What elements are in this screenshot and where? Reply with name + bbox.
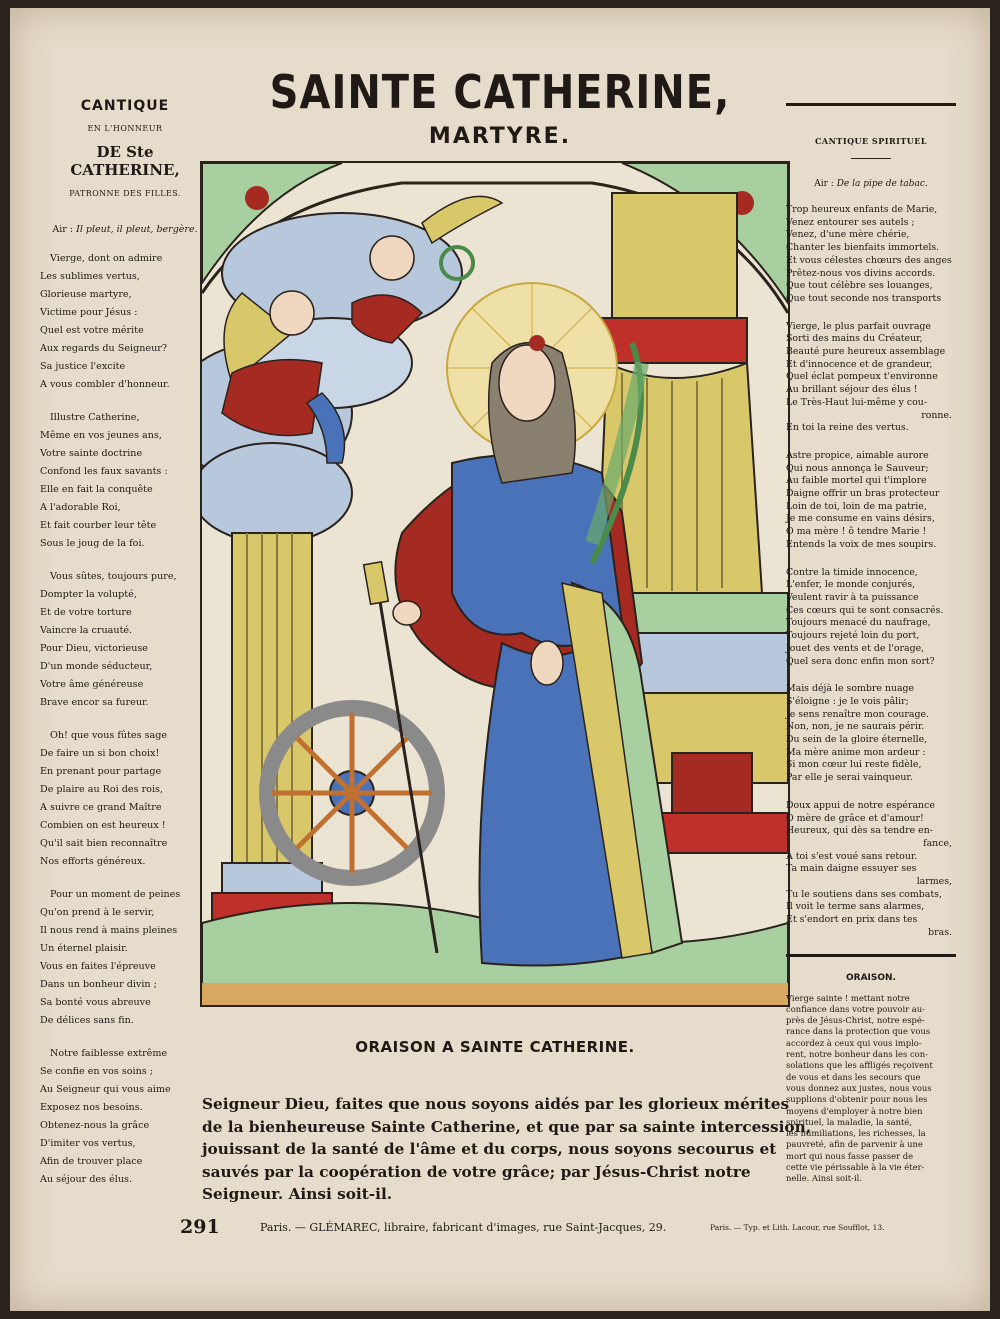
right-stanza xyxy=(786,800,956,940)
left-cantique xyxy=(40,98,210,1189)
verse-line: Le Très-Haut lui-même y cou- xyxy=(786,396,928,408)
verse-line: Votre âme généreuse xyxy=(40,679,144,690)
verse-line: moyens d'employer à notre bien xyxy=(786,1105,923,1116)
left-patronne: PATRONNE DES FILLES. xyxy=(69,189,181,198)
print-sheet xyxy=(10,8,990,1311)
verse-line: Même en vos jeunes ans, xyxy=(40,430,162,441)
verse-line: confiance dans votre pouvoir au- xyxy=(786,1003,926,1014)
verse-line: Ces cœurs qui te sont consacrés. xyxy=(786,604,944,616)
verse-line: Illustre Catherine, xyxy=(50,412,140,423)
verse-line: rent, notre bonheur dans les con- xyxy=(786,1049,928,1060)
prayer-text xyxy=(202,1093,812,1206)
saint-catherine-illustration xyxy=(202,163,788,1005)
publisher-line: Paris. — GLÉMAREC, libraire, fabricant d'images, rue Saint-Jacques, 29. xyxy=(260,1221,667,1234)
left-stanza xyxy=(40,568,210,712)
left-subtitle: EN L'HONNEUR xyxy=(87,124,163,133)
verse-line: Brave encor sa fureur. xyxy=(40,697,149,708)
left-stanza xyxy=(40,409,210,553)
verse-line: mort qui nous fasse passer de xyxy=(786,1150,914,1161)
verse-line: Par elle je serai vainqueur. xyxy=(786,772,913,784)
verse-line: Vierge sainte ! mettant notre xyxy=(786,992,910,1003)
verse-line: Quel éclat pompeux t'environne xyxy=(786,371,938,383)
verse-line: Oh! que vous fûtes sage xyxy=(50,730,168,741)
verse-line: Pour Dieu, victorieuse xyxy=(40,643,148,654)
verse-line: Prêtez-nous vos divins accords. xyxy=(786,267,936,279)
verse-line: O ma mère ! ô tendre Marie ! xyxy=(786,526,927,538)
verse-line: Entends la voix de mes soupirs. xyxy=(786,538,937,550)
right-air-label: Air : xyxy=(814,179,834,189)
right-title-rule xyxy=(851,158,891,159)
verse-line: Au brillant séjour des élus ! xyxy=(786,384,918,396)
illustration-frame xyxy=(200,161,790,1007)
verse-line: Seigneur Dieu, faites que nous soyons aidés par les glorieux mérites xyxy=(202,1095,790,1113)
verse-line: Venez entourer ses autels ; xyxy=(786,216,915,228)
verse-line: O mère de grâce et d'amour! xyxy=(786,812,924,824)
verse-line: De délices sans fin. xyxy=(40,1015,134,1026)
verse-line: De plaire au Roi des rois, xyxy=(40,784,163,795)
left-air-label: Air : xyxy=(52,224,74,235)
left-saint-name: DE Ste CATHERINE, xyxy=(70,143,180,179)
verse-line: Toujours menacé du naufrage, xyxy=(786,617,931,629)
right-stanza xyxy=(786,204,956,306)
left-stanza xyxy=(40,1045,210,1189)
verse-line: Dompter la volupté, xyxy=(40,589,137,600)
verse-line: vous donnez aux justes, nous vous xyxy=(786,1082,932,1093)
verse-line: Je me consume en vains désirs, xyxy=(786,513,935,525)
verse-line: Et vous célestes chœurs des anges xyxy=(786,254,952,266)
verse-line: Contre la timide innocence, xyxy=(786,566,918,578)
verse-line: Non, non, je ne saurais périr. xyxy=(786,721,925,733)
verse-line: Je sens renaître mon courage. xyxy=(786,708,929,720)
verse-line: jouissant de la santé de l'âme et du corps, nous soyons secourus et xyxy=(202,1140,777,1158)
left-stanzas xyxy=(40,250,210,1189)
verse-line: Loin de toi, loin de ma patrie, xyxy=(786,500,927,512)
verse-line: Sorti des mains du Créateur, xyxy=(786,333,923,345)
verse-line: de la bienheureuse Sainte Catherine, et que par sa sainte intercession, xyxy=(202,1117,812,1136)
verse-line: Il voit le terme sans alarmes, xyxy=(786,901,925,913)
verse-line: rance dans la protection que vous xyxy=(786,1026,931,1037)
right-stanza xyxy=(786,321,956,435)
verse-line: Jouet des vents et de l'orage, xyxy=(786,642,925,654)
verse-line: Doux appui de notre espérance xyxy=(786,799,935,811)
right-top-rule xyxy=(786,103,956,106)
page-title: SAINTE CATHERINE, xyxy=(269,66,731,120)
verse-line: nelle. Ainsi soit-il. xyxy=(786,1173,862,1184)
verse-line: Elle en fait la conquête xyxy=(40,484,153,495)
right-stanza xyxy=(786,683,956,785)
right-title: CANTIQUE SPIRITUEL xyxy=(815,136,927,146)
verse-line: De faire un si bon choix! xyxy=(40,748,160,759)
verse-line: Et fait courber leur tête xyxy=(40,520,157,531)
verse-line: D'imiter vos vertus, xyxy=(40,1138,136,1149)
verse-line: En prenant pour partage xyxy=(40,766,162,777)
verse-line: Confond les faux savants : xyxy=(40,466,168,477)
left-stanza xyxy=(40,886,210,1030)
verse-line: Un éternel plaisir. xyxy=(40,943,128,954)
page-subtitle: MARTYRE. xyxy=(428,124,572,149)
verse-line: larmes, xyxy=(916,876,952,888)
verse-line: Du sein de la gloire éternelle, xyxy=(786,734,928,746)
verse-line: Vaincre la cruauté. xyxy=(40,625,133,636)
verse-line: Mais déjà le sombre nuage xyxy=(786,683,915,695)
verse-line: Exposez nos besoins. xyxy=(40,1102,143,1113)
verse-line: Au séjour des élus. xyxy=(40,1174,133,1185)
verse-line: A suivre ce grand Maître xyxy=(40,802,162,813)
verse-line: Les sublimes vertus, xyxy=(40,271,140,282)
verse-line: En toi la reine des vertus. xyxy=(786,422,909,434)
left-stanza xyxy=(40,250,210,394)
verse-line: Combien on est heureux ! xyxy=(40,820,166,831)
right-air xyxy=(786,179,956,189)
verse-line: Notre faiblesse extrême xyxy=(50,1048,168,1059)
left-title: CANTIQUE xyxy=(80,98,170,114)
left-air xyxy=(40,224,210,235)
verse-line: S'éloigne : je le vois pâlir; xyxy=(786,695,909,707)
verse-line: cette vie périssable à la vie éter- xyxy=(786,1162,925,1173)
verse-line: Que tout célèbre ses louanges, xyxy=(786,280,933,292)
left-air-tune: Il pleut, il pleut, bergère. xyxy=(76,224,198,235)
verse-line: Quel est votre mérite xyxy=(40,325,144,336)
verse-line: A l'adorable Roi, xyxy=(40,502,121,513)
verse-line: spirituel, la maladie, la santé, xyxy=(786,1116,913,1127)
verse-line: Chanter les bienfaits immortels. xyxy=(786,242,940,254)
verse-line: ronne. xyxy=(921,409,952,421)
right-air-tune: De la pipe de tabac. xyxy=(836,179,928,189)
verse-line: Votre sainte doctrine xyxy=(40,448,143,459)
right-stanzas xyxy=(786,204,956,940)
verse-line: Nos efforts généreux. xyxy=(40,856,146,867)
verse-line: Seigneur. Ainsi soit-il. xyxy=(202,1185,393,1203)
right-cantique xyxy=(786,103,956,1185)
verse-line: Astre propice, aimable aurore xyxy=(786,449,929,461)
verse-line: D'un monde séducteur, xyxy=(40,661,153,672)
verse-line: Ma mère anime mon ardeur : xyxy=(786,746,926,758)
verse-line: solations que les affligés reçoivent xyxy=(786,1060,933,1071)
verse-line: les humiliations, les richesses, la xyxy=(786,1128,926,1139)
verse-line: accordez à ceux qui vous implo- xyxy=(786,1037,922,1048)
verse-line: A vous combler d'honneur. xyxy=(40,379,170,390)
verse-line: Et de votre torture xyxy=(40,607,132,618)
verse-line: Sous le joug de la foi. xyxy=(40,538,145,549)
verse-line: Beauté pure heureux assemblage xyxy=(786,346,946,358)
left-stanza xyxy=(40,727,210,871)
print-number: 291 xyxy=(180,1216,220,1238)
verse-line: Tu le soutiens dans ses combats, xyxy=(786,888,942,900)
verse-line: Afin de trouver place xyxy=(40,1156,143,1167)
verse-line: Pour un moment de peines xyxy=(50,889,181,900)
verse-line: A toi s'est voué sans retour. xyxy=(786,850,918,862)
verse-line: Daigne offrir un bras protecteur xyxy=(786,488,940,500)
right-oraison-text xyxy=(786,993,956,1185)
printer-line: Paris. — Typ. et Lith. Lacour, rue Soufflot, 13. xyxy=(710,1223,885,1232)
right-stanza xyxy=(786,567,956,669)
verse-line: supplions d'obtenir pour nous les xyxy=(786,1094,928,1105)
verse-line: bras. xyxy=(928,926,952,938)
verse-line: près de Jésus-Christ, notre espé- xyxy=(786,1015,925,1026)
verse-line: Victime pour Jésus : xyxy=(40,307,138,318)
verse-line: Vierge, dont on admire xyxy=(50,253,163,264)
verse-line: Il nous rend à mains pleines xyxy=(40,925,178,936)
verse-line: Sa bonté vous abreuve xyxy=(40,997,151,1008)
verse-line: sauvés par la coopération de votre grâce; par Jésus-Christ notre xyxy=(202,1162,751,1181)
verse-line: Se confie en vos soins ; xyxy=(40,1066,153,1077)
verse-line: Ta main daigne essuyer ses xyxy=(786,863,917,875)
verse-line: Sa justice l'excite xyxy=(40,361,126,372)
verse-line: Et s'endort en prix dans tes xyxy=(786,914,918,926)
verse-line: Venez, d'une mère chérie, xyxy=(786,229,910,241)
verse-line: Qu'on prend à le servir, xyxy=(40,907,155,918)
verse-line: Veulent ravir à ta puissance xyxy=(786,591,919,603)
verse-line: Glorieuse martyre, xyxy=(40,289,132,300)
verse-line: Quel sera donc enfin mon sort? xyxy=(786,655,935,667)
prayer-title: ORAISON A SAINTE CATHERINE. xyxy=(355,1038,635,1056)
verse-line: Au Seigneur qui vous aime xyxy=(40,1084,171,1095)
verse-line: Heureux, qui dès sa tendre en- xyxy=(786,825,933,837)
verse-line: Et d'innocence et de grandeur, xyxy=(786,358,933,370)
right-stanza xyxy=(786,450,956,552)
verse-line: Qu'il sait bien reconnaître xyxy=(40,838,168,849)
verse-line: fance, xyxy=(923,837,952,849)
verse-line: pauvreté, afin de parvenir à une xyxy=(786,1139,923,1150)
right-oraison-title: ORAISON. xyxy=(846,972,896,983)
verse-line: Que tout seconde nos transports xyxy=(786,292,942,304)
verse-line: de vous et dans les secours que xyxy=(786,1071,921,1082)
verse-line: Vierge, le plus parfait ouvrage xyxy=(786,320,931,332)
verse-line: L'enfer, le monde conjurés, xyxy=(786,579,916,591)
verse-line: Qui nous annonça le Sauveur; xyxy=(786,462,929,474)
verse-line: Dans un bonheur divin ; xyxy=(40,979,157,990)
verse-line: Aux regards du Seigneur? xyxy=(40,343,167,354)
verse-line: Toujours rejeté loin du port, xyxy=(786,630,920,642)
verse-line: Vous sûtes, toujours pure, xyxy=(50,571,177,582)
verse-line: Au faible mortel qui t'implore xyxy=(786,475,927,487)
verse-line: Vous en faites l'épreuve xyxy=(40,961,156,972)
verse-line: Trop heureux enfants de Marie, xyxy=(786,204,938,215)
verse-line: Obtenez-nous la grâce xyxy=(40,1120,150,1131)
verse-line: Si mon cœur lui reste fidèle, xyxy=(786,759,922,771)
right-mid-rule xyxy=(786,954,956,957)
